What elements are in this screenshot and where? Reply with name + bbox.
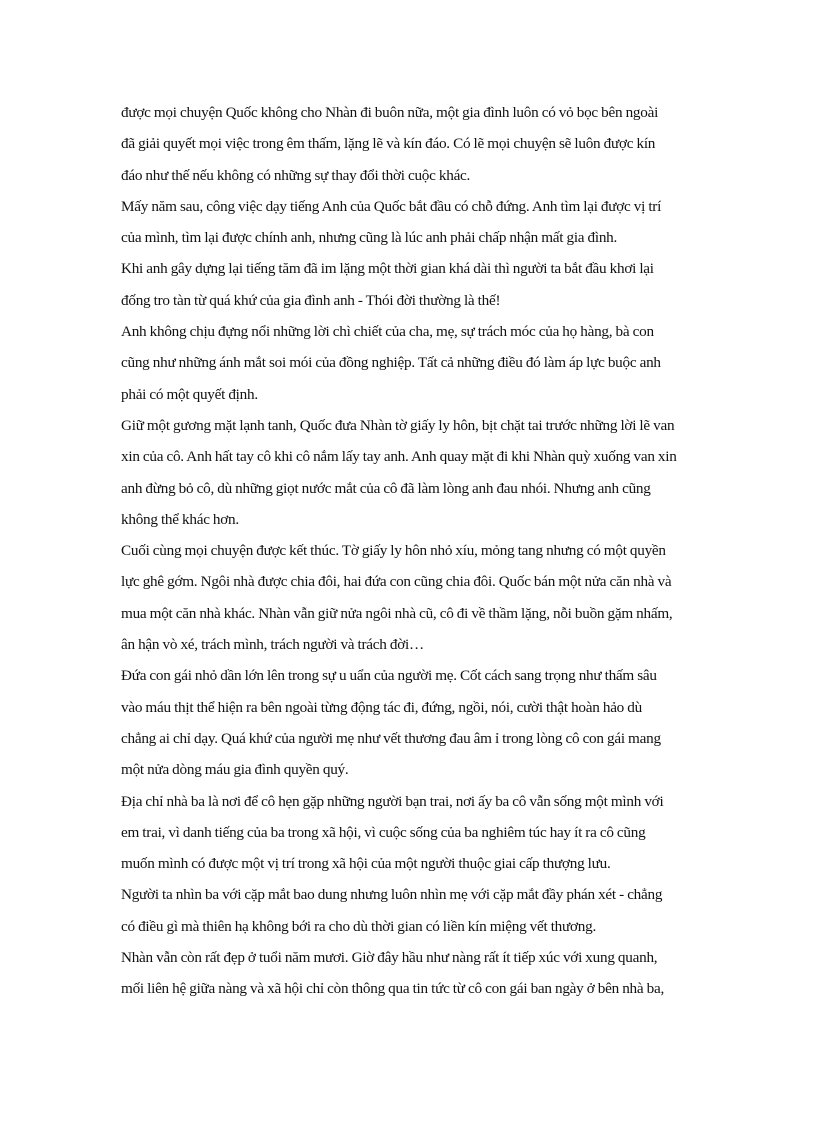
- text-line: của mình, tìm lại được chính anh, nhưng cũng là lúc anh phải chấp nhận mất gia đình.: [121, 229, 618, 247]
- text-line: Khi anh gây dựng lại tiếng tăm đã im lặng một thời gian khá dài thì người ta bắt đầu khơi lại: [121, 260, 654, 278]
- text-line: được mọi chuyện Quốc không cho Nhàn đi buôn nữa, một gia đình luôn có vỏ bọc bên ngoài: [121, 104, 659, 121]
- text-line: đống tro tàn từ quá khứ của gia đình anh - Thói đời thường là thế!: [121, 291, 501, 309]
- text-line: đáo như thế nếu không có những sự thay đổi thời cuộc khác.: [121, 166, 471, 184]
- text-line: Đứa con gái nhỏ dần lớn lên trong sự u uẩn của người mẹ. Cốt cách sang trọng như thấm sâu: [121, 667, 657, 685]
- text-line: mối liên hệ giữa nàng và xã hội chỉ còn thông qua tin tức từ cô con gái ban ngày ở bên nhà ba,: [121, 980, 665, 998]
- text-line: Người ta nhìn ba với cặp mắt bao dung nhưng luôn nhìn mẹ với cặp mắt đầy phán xét - chẳng: [121, 886, 663, 904]
- text-line: phải có một quyết định.: [121, 385, 258, 403]
- text-line: em trai, vì danh tiếng của ba trong xã hội, vì cuộc sống của ba nghiêm túc hay ít ra cô cũng: [121, 823, 646, 841]
- text-line: một nửa dòng máu gia đình quyền quý.: [121, 761, 349, 779]
- text-line: Giữ một gương mặt lạnh tanh, Quốc đưa Nhàn tờ giấy ly hôn, bịt chặt tai trước những lời lẽ van: [121, 416, 675, 434]
- text-line: Anh không chịu đựng nổi những lời chì chiết của cha, mẹ, sự trách móc của họ hàng, bà con: [121, 323, 654, 341]
- text-line: muốn mình có được một vị trí trong xã hội của một người thuộc giai cấp thượng lưu.: [121, 855, 611, 873]
- text-line: lực ghê gớm. Ngôi nhà được chia đôi, hai đứa con cũng chia đôi. Quốc bán một nửa căn nhà và: [121, 573, 672, 591]
- text-line: có điều gì mà thiên hạ không bới ra cho dù thời gian có liền kín miệng vết thương.: [121, 917, 597, 935]
- text-line: anh đừng bỏ cô, dù những giọt nước mắt của cô đã làm lòng anh đau nhói. Nhưng anh cũng: [121, 479, 651, 497]
- text-line: Địa chỉ nhà ba là nơi để cô hẹn gặp những người bạn trai, nơi ấy ba cô vẫn sống một mình với: [121, 792, 664, 810]
- text-line: mua một căn nhà khác. Nhàn vẫn giữ nửa ngôi nhà cũ, cô đi về thầm lặng, nỗi buồn gặm nhấm,: [121, 604, 673, 622]
- text-line: cũng như những ánh mắt soi mói của đồng nghiệp. Tất cả những điều đó làm áp lực buộc anh: [121, 354, 661, 372]
- text-line: Mấy năm sau, công việc dạy tiếng Anh của Quốc bắt đầu có chỗ đứng. Anh tìm lại được vị trí: [121, 197, 662, 215]
- text-line: không thể khác hơn.: [121, 510, 239, 528]
- text-line: ân hận vò xé, trách mình, trách người và trách đời…: [121, 636, 424, 654]
- text-line: chẳng ai chỉ dạy. Quá khứ của người mẹ như vết thương đau âm ỉ trong lòng cô con gái mang: [121, 729, 661, 747]
- text-line: Cuối cùng mọi chuyện được kết thúc. Tờ giấy ly hôn nhỏ xíu, mỏng tang nhưng có một quyền: [121, 542, 666, 560]
- text-line: xin của cô. Anh hất tay cô khi cô nắm lấy tay anh. Anh quay mặt đi khi Nhàn quỳ xuống van xin: [121, 448, 677, 466]
- body-text: [121, 97, 697, 1005]
- text-line: vào máu thịt thể hiện ra bên ngoài từng động tác đi, đứng, ngồi, nói, cười thật hoàn hảo dù: [121, 698, 642, 716]
- text-line: đã giải quyết mọi việc trong êm thấm, lặng lẽ và kín đáo. Có lẽ mọi chuyện sẽ luôn được kín: [121, 135, 656, 153]
- text-line: Nhàn vẫn còn rất đẹp ở tuổi năm mươi. Giờ đây hầu như nàng rất ít tiếp xúc với xung quanh,: [121, 949, 658, 967]
